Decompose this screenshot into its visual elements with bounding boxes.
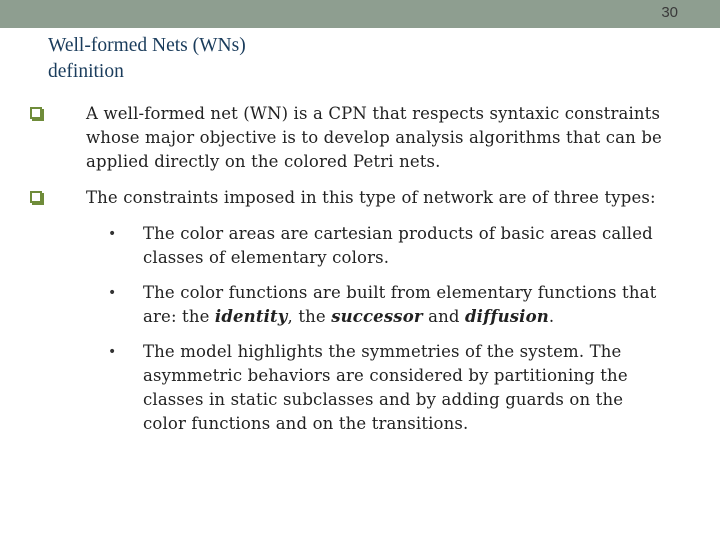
bullet-line: applied directly on the colored Petri nets. — [86, 152, 441, 171]
bullet-line: A well-formed net (WN) is a CPN that respects syntaxic constraints — [86, 104, 661, 123]
title-line: Well-formed Nets (WNs) — [48, 35, 246, 56]
sub-bullet-line: The model highlights the symmetries of the system. The — [143, 342, 622, 361]
bullet-line: whose major objective is to develop analysis algorithms that can be — [86, 128, 662, 147]
sub-bullet-line: The color areas are cartesian products of basic areas called — [143, 224, 653, 243]
slide-number: 30 — [661, 4, 678, 21]
text-fragment: . — [548, 307, 555, 326]
slide-title — [48, 33, 448, 85]
sub-bullet-line: classes in static subclasses and by adding guards on the — [143, 390, 624, 409]
header-bar — [0, 0, 720, 28]
sub-bullet-item — [30, 340, 700, 436]
slide-body — [30, 102, 700, 447]
square-bullet-icon — [30, 191, 42, 203]
sub-bullet-line — [143, 305, 700, 329]
sub-bullet-item — [30, 222, 700, 270]
term-identity: identity — [214, 307, 288, 326]
term-diffusion: diffusion — [465, 307, 549, 326]
text-fragment: are: the — [143, 307, 215, 326]
sub-bullet-line: color functions and on the transitions. — [143, 414, 469, 433]
term-successor: successor — [331, 307, 423, 326]
sub-bullet-line: asymmetric behaviors are considered by partitioning the — [143, 366, 628, 385]
bullet-line: The constraints imposed in this type of network are of three types: — [86, 188, 656, 207]
sub-bullet-line: The color functions are built from elementary functions that — [143, 283, 657, 302]
text-fragment: , the — [287, 307, 332, 326]
dot-bullet-icon: • — [108, 226, 117, 242]
text-fragment: and — [422, 307, 465, 326]
dot-bullet-icon: • — [108, 285, 117, 301]
sub-bullet-list — [30, 222, 700, 436]
bullet-item — [30, 102, 700, 174]
title-line: definition — [48, 61, 124, 82]
sub-bullet-item — [30, 281, 700, 329]
dot-bullet-icon: • — [108, 344, 117, 360]
sub-bullet-line: classes of elementary colors. — [143, 248, 390, 267]
bullet-item — [30, 186, 700, 210]
square-bullet-icon — [30, 107, 42, 119]
